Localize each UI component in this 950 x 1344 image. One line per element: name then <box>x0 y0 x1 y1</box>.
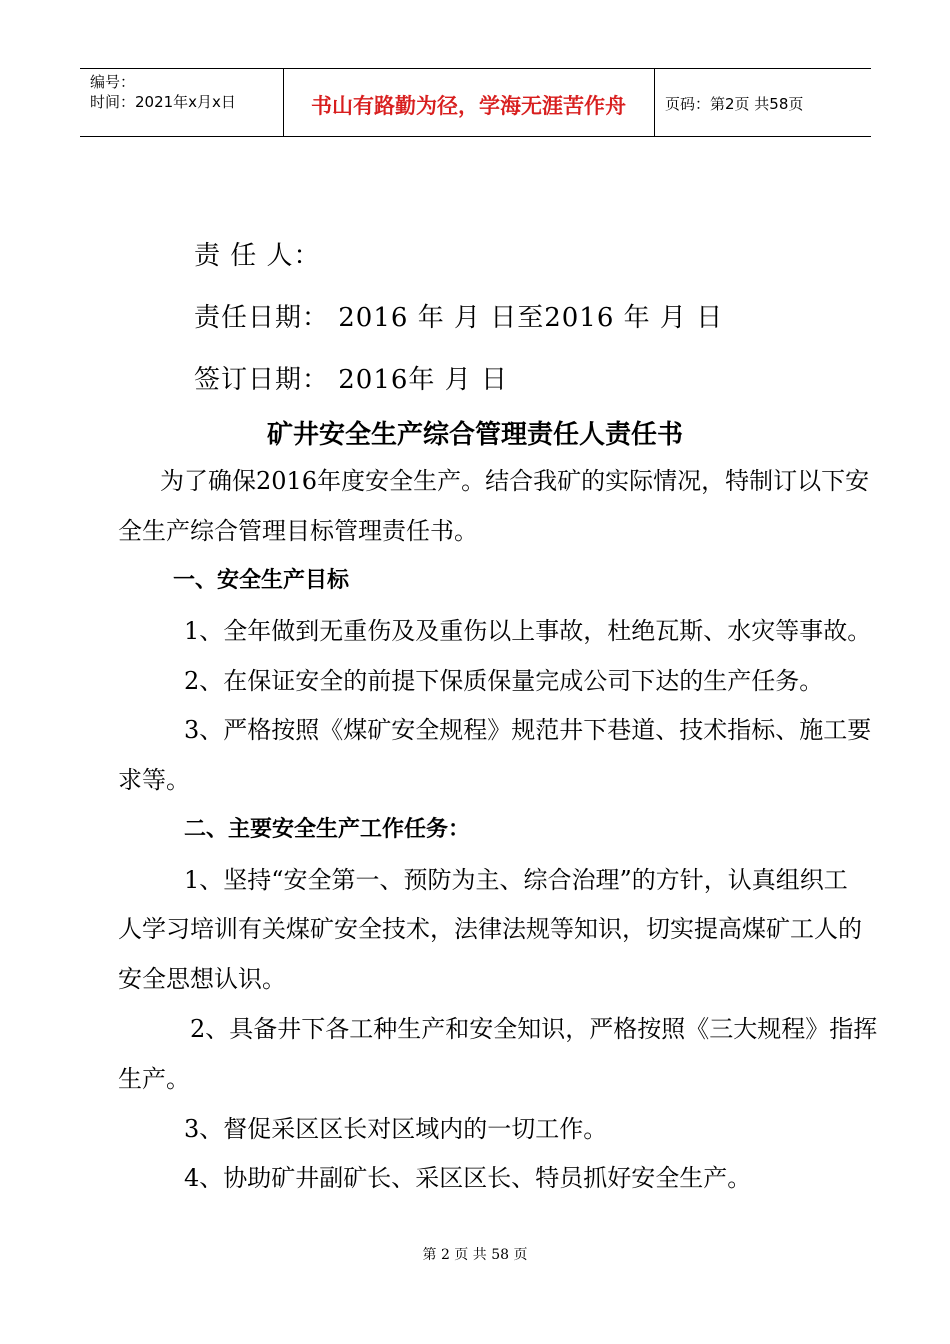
section-1-item-3-line-1: 3、严格按照《煤矿安全规程》规范井下巷道、技术指标、施工要 <box>184 716 872 744</box>
section-1-item-3-line-2: 求等。 <box>118 766 190 794</box>
intro-line-1: 为了确保2016年度安全生产。结合我矿的实际情况，特制订以下安 <box>160 467 870 495</box>
section-2-item-1-line-1: 1、坚持“安全第一、预防为主、综合治理”的方针，认真组织工 <box>184 866 848 894</box>
header-cell-page <box>655 69 871 136</box>
page-info: 页码：第2页 共58页 <box>665 95 804 113</box>
section-2-item-4: 4、协助矿井副矿长、采区区长、特员抓好安全生产。 <box>184 1164 752 1192</box>
intro-line-2: 全生产综合管理目标管理责任书。 <box>118 517 478 545</box>
header-cell-meta <box>80 69 284 136</box>
duty-date-field: 责任日期： 2016 年 月 日至2016 年 月 日 <box>194 303 724 333</box>
section-2-item-1-line-2: 人学习培训有关煤矿安全技术，法律法规等知识，切实提高煤矿工人的 <box>118 915 862 943</box>
header-cell-motto <box>283 69 655 136</box>
time-label: 时间：2021年x月x日 <box>90 93 236 111</box>
section-2-heading: 二、主要安全生产工作任务： <box>184 817 471 842</box>
section-1-heading: 一、安全生产目标 <box>173 568 350 593</box>
person-field: 责 任 人： <box>194 241 321 271</box>
document-title: 矿井安全生产综合管理责任人责任书 <box>266 420 683 450</box>
section-2-item-2-line-2: 生产。 <box>118 1065 190 1093</box>
section-2-item-2-line-1: 2、具备井下各工种生产和安全知识，严格按照《三大规程》指挥 <box>190 1015 878 1043</box>
section-2-item-1-line-3: 安全思想认识。 <box>118 965 286 993</box>
page-footer: 第 2 页 共 58 页 <box>422 1247 528 1263</box>
section-1-item-1: 1、全年做到无重伤及及重伤以上事故，杜绝瓦斯、水灾等事故。 <box>184 617 872 645</box>
motto-text: 书山有路勤为径，学海无涯苦作舟 <box>311 94 626 118</box>
sign-date-field: 签订日期： 2016年 月 日 <box>194 365 508 395</box>
number-label: 编号： <box>90 73 136 91</box>
header-table <box>80 68 871 137</box>
section-2-item-3: 3、督促采区区长对区域内的一切工作。 <box>184 1115 608 1143</box>
section-1-item-2: 2、在保证安全的前提下保质保量完成公司下达的生产任务。 <box>184 667 824 695</box>
